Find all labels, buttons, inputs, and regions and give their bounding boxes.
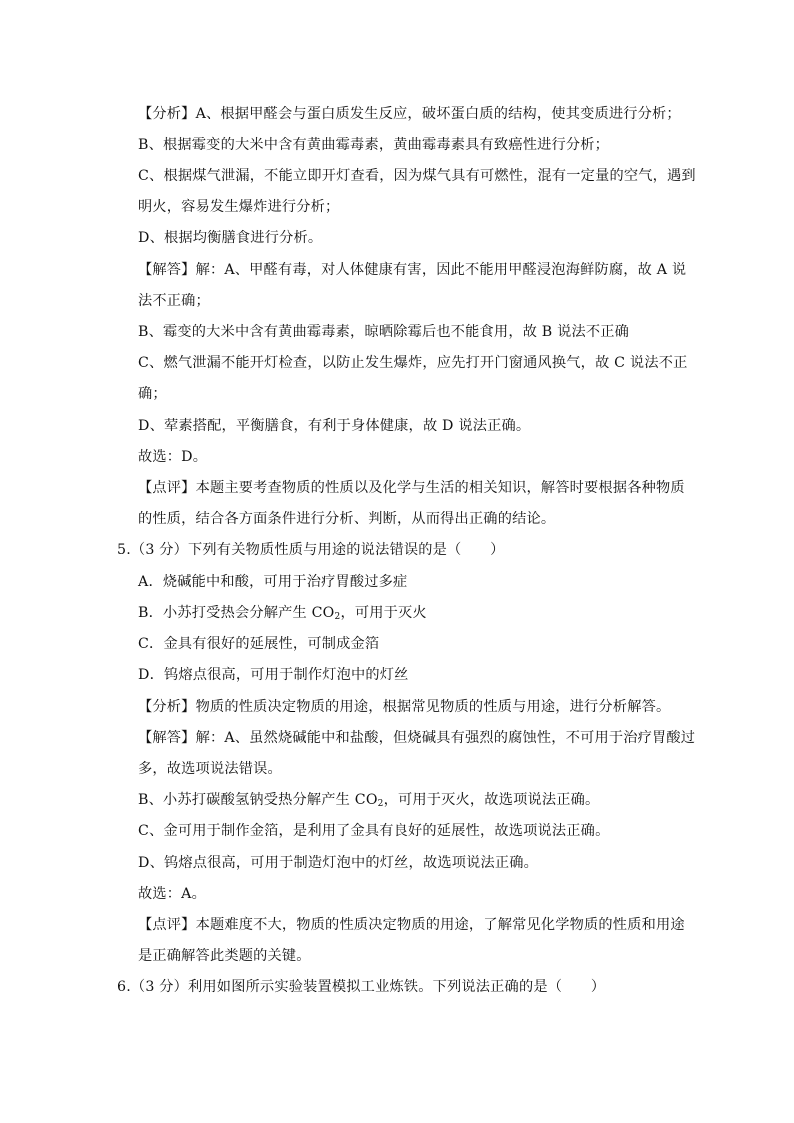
analysis-tag: 【分析】 [138, 699, 196, 715]
q4-analysis-a: A、根据甲醛会与蛋白质发生反应，破坏蛋白质的结构，使其变质进行分析； [195, 106, 681, 122]
q5-stem: 5.（3 分）下列有关物质性质与用途的说法错误的是（ ） [117, 542, 505, 558]
q4-answer-c2: 确； [138, 386, 167, 402]
q5-answer-b-text: B、小苏打碳酸氢钠受热分解产生 CO [138, 792, 378, 808]
q5-option-b-rest: ，可用于灭火 [340, 605, 427, 621]
q4-answer-a2: 法不正确； [138, 293, 210, 309]
q4-analysis-c2: 明火，容易发生爆炸进行分析； [138, 199, 340, 215]
analysis-tag: 【分析】 [138, 106, 196, 122]
q5-option-c: C．金具有很好的延展性，可制成金箔 [138, 636, 380, 652]
answer-tag: 【解答】 [138, 262, 196, 278]
q5-answer-a1: 解：A、虽然烧碱能中和盐酸，但烧碱具有强烈的腐蚀性，不可用于治疗胃酸过 [195, 730, 696, 746]
q4-answer-a1: 解：A、甲醛有毒，对人体健康有害，因此不能用甲醛浸泡海鲜防腐，故 A 说 [195, 262, 687, 278]
q4-analysis-d: D、根据均衡膳食进行分析。 [138, 230, 323, 246]
q4-analysis-line [138, 104, 681, 124]
q4-analysis-b: B、根据霉变的大米中含有黄曲霉毒素，黄曲霉毒素具有致癌性进行分析； [138, 137, 610, 153]
q5-option-b-text: B．小苏打受热会分解产生 CO [138, 605, 335, 621]
q5-analysis-line [138, 697, 670, 717]
q4-answer-line [138, 260, 686, 280]
q4-analysis-c1: C、根据煤气泄漏，不能立即开灯查看，因为煤气具有可燃性，混有一定量的空气，遇到 [138, 168, 696, 184]
q4-comment2: 的性质，结合各方面条件进行分析、判断，从而得出正确的结论。 [138, 511, 556, 527]
q5-answer-b [138, 790, 599, 810]
q4-answer-c1: C、燃气泄漏不能开灯检查，以防止发生爆炸，应先打开门窗通风换气，故 C 说法不正 [138, 355, 688, 371]
q5-answer-c: C、金可用于制作金箔，是利用了金具有良好的延展性，故选项说法正确。 [138, 823, 610, 839]
q5-answer-d: D、钨熔点很高，可用于制造灯泡中的灯丝，故选项说法正确。 [138, 855, 539, 871]
q5-option-d: D．钨熔点很高，可用于制作灯泡中的灯丝 [138, 667, 409, 683]
q5-option-b-subscript: 2 [334, 612, 341, 622]
q4-answer-d: D、荤素搭配，平衡膳食，有利于身体健康，故 D 说法正确。 [138, 418, 531, 434]
q5-option-b [138, 603, 427, 623]
q4-comment-line [138, 478, 685, 498]
q5-comment2: 是正确解答此类题的关键。 [138, 948, 311, 964]
q5-answer-a2: 多，故选项说法错误。 [138, 761, 282, 777]
comment-tag: 【点评】 [138, 917, 196, 933]
q5-answer-b-subscript: 2 [377, 799, 384, 809]
q6-stem: 6.（3 分）利用如图所示实验装置模拟工业炼铁。下列说法正确的是（ ） [117, 979, 606, 995]
q5-choice: 故选：A。 [138, 886, 206, 902]
q5-comment1: 本题难度不大，物质的性质决定物质的用途，了解常见化学物质的性质和用途 [195, 917, 685, 933]
q5-analysis: 物质的性质决定物质的用途，根据常见物质的性质与用途，进行分析解答。 [195, 699, 671, 715]
q5-comment-line [138, 915, 685, 935]
q5-option-a: A．烧碱能中和酸，可用于治疗胃酸过多症 [138, 574, 408, 590]
q5-answer-line [138, 728, 695, 748]
q5-answer-b-rest: ，可用于灭火，故选项说法正确。 [383, 792, 600, 808]
q4-comment1: 本题主要考查物质的性质以及化学与生活的相关知识，解答时要根据各种物质 [195, 480, 685, 496]
comment-tag: 【点评】 [138, 480, 196, 496]
q4-choice: 故选：D。 [138, 449, 208, 465]
q4-answer-b: B、霉变的大米中含有黄曲霉毒素，晾晒除霉后也不能食用，故 B 说法不正确 [138, 324, 630, 340]
answer-tag: 【解答】 [138, 730, 196, 746]
